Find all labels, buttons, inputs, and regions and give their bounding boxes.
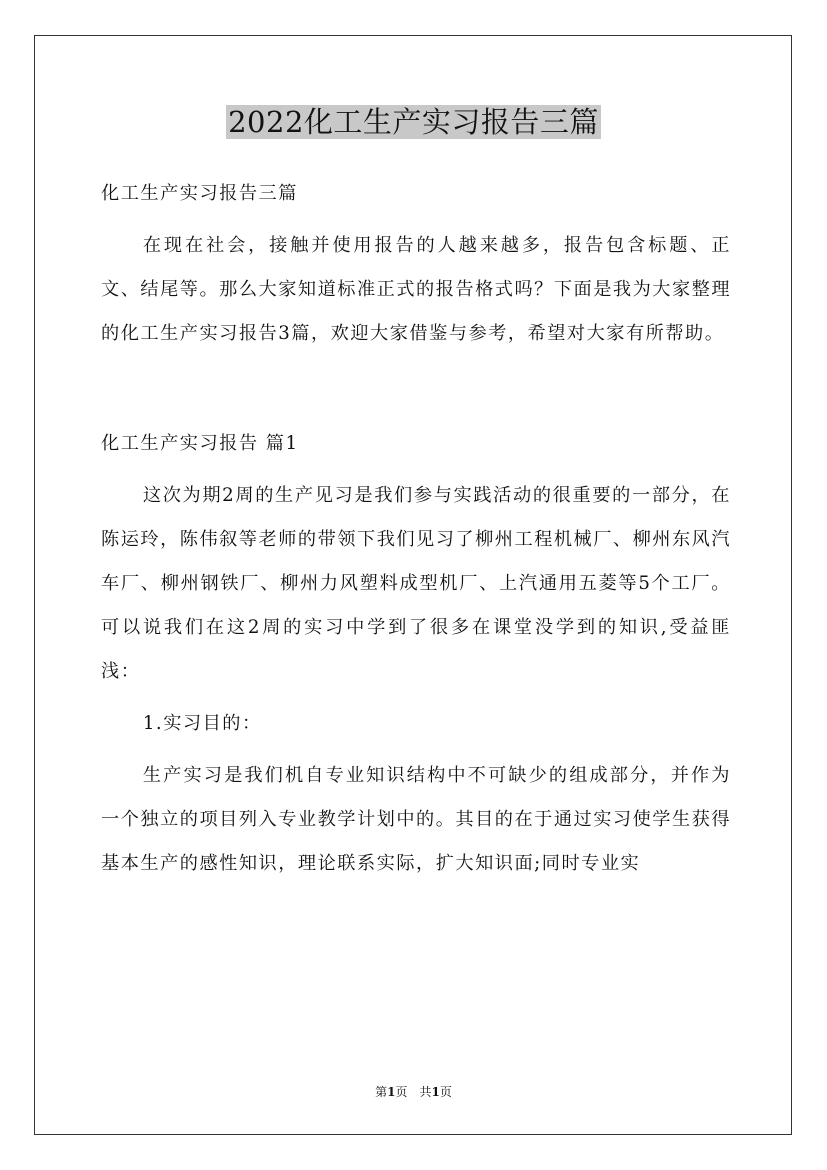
spacer: [101, 356, 731, 422]
spacer: [101, 746, 731, 754]
section-heading: 化工生产实习报告 篇1: [101, 433, 299, 454]
document-title-text: 2022化工生产实习报告三篇: [228, 105, 599, 139]
document-subtitle: 化工生产实习报告三篇: [101, 183, 298, 204]
spacer: [101, 694, 731, 702]
page-footer: [0, 1084, 827, 1100]
document-body: [101, 172, 731, 886]
footer-total-pages: 1: [431, 1085, 440, 1099]
body-paragraph-2: 生产实习是我们机自专业知识结构中不可缺少的组成部分，并作为一个独立的项目列入专业教学计划中的。其目的在于通过实习使学生获得基本生产的感性知识，理论联系实际，扩大知识面;同时专业实: [101, 765, 732, 874]
body-paragraph-1: 这次为期2周的生产见习是我们参与实践活动的很重要的一部分，在陈运玲，陈伟叙等老师的带领下我们见习了柳州工程机械厂、柳州东风汽车厂、柳州钢铁厂、柳州力风塑料成型机厂、上汽通用五菱等5个工厂。可以说我们在这2周的实习中学到了很多在课堂没学到的知识,受益匪浅：: [101, 485, 732, 682]
footer-suffix: 页: [439, 1085, 452, 1099]
footer-page-number: 1: [387, 1085, 396, 1099]
intro-paragraph: 在现在社会，接触并使用报告的人越来越多，报告包含标题、正文、结尾等。那么大家知道标准正式的报告格式吗？下面是我为大家整理的化工生产实习报告3篇，欢迎大家借鉴与参考，希望对大家有所帮助。: [101, 235, 732, 344]
spacer: [101, 216, 731, 224]
footer-prefix: 第: [375, 1085, 388, 1099]
item-heading: 1.实习目的：: [142, 713, 262, 734]
footer-mid: 页 共: [395, 1085, 432, 1099]
document-title: [0, 100, 827, 144]
spacer: [101, 466, 731, 474]
